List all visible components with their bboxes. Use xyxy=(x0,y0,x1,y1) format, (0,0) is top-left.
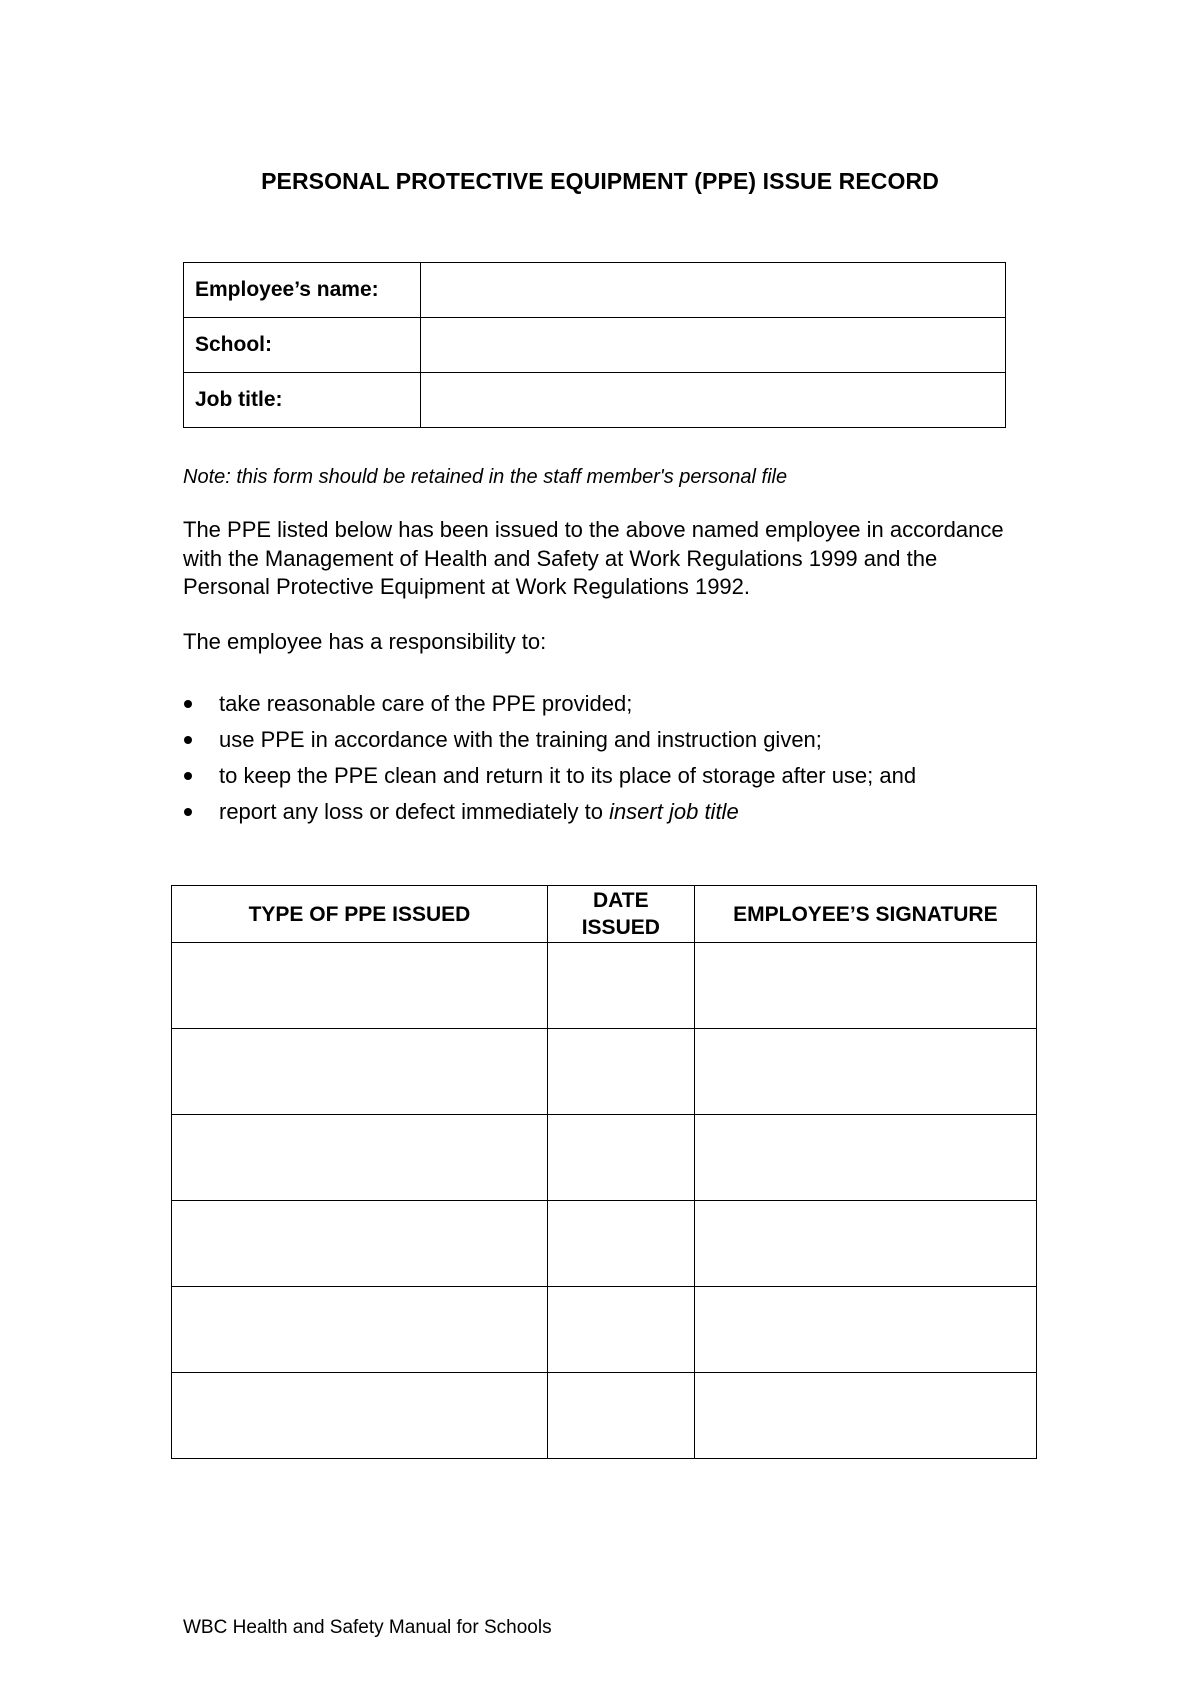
table-row xyxy=(172,943,1037,1029)
signature-cell[interactable] xyxy=(694,1029,1036,1115)
employee-name-row xyxy=(184,263,1006,318)
bullet-icon xyxy=(184,772,192,780)
list-item-text: to keep the PPE clean and return it to its place of storage after use; and xyxy=(219,763,917,788)
list-item-placeholder: insert job title xyxy=(609,799,739,824)
list-item-text: use PPE in accordance with the training and instruction given; xyxy=(219,727,822,752)
job-title-field[interactable] xyxy=(420,373,1005,428)
job-title-row xyxy=(184,373,1006,428)
ppe-type-cell[interactable] xyxy=(172,943,548,1029)
job-title-label: Job title: xyxy=(184,373,421,428)
list-item xyxy=(183,798,916,834)
list-item-text: report any loss or defect immediately to xyxy=(219,799,610,824)
bullet-icon xyxy=(184,700,192,708)
issue-statement: The PPE listed below has been issued to the above named employee in accordance with the Management of Health and Safety at Work Regulations 1999 and the Personal Protective Equipment at Work Regulations 1992. xyxy=(183,517,1004,599)
signature-cell[interactable] xyxy=(694,1287,1036,1373)
table-row xyxy=(172,1373,1037,1459)
header-type-of-ppe: TYPE OF PPE ISSUED xyxy=(172,886,548,943)
signature-cell[interactable] xyxy=(694,1201,1036,1287)
list-item-text: take reasonable care of the PPE provided; xyxy=(219,691,633,716)
ppe-type-cell[interactable] xyxy=(172,1373,548,1459)
header-date-issued-text: DATE ISSUED xyxy=(581,889,660,939)
table-row xyxy=(172,1029,1037,1115)
signature-cell[interactable] xyxy=(694,1115,1036,1201)
ppe-type-cell[interactable] xyxy=(172,1029,548,1115)
date-issued-cell[interactable] xyxy=(547,1287,694,1373)
school-field[interactable] xyxy=(420,318,1005,373)
employee-info-table xyxy=(183,262,1006,428)
school-row xyxy=(184,318,1006,373)
ppe-type-cell[interactable] xyxy=(172,1115,548,1201)
table-row xyxy=(172,1115,1037,1201)
bullet-icon xyxy=(184,736,192,744)
bullet-icon xyxy=(184,808,192,816)
date-issued-cell[interactable] xyxy=(547,1373,694,1459)
list-item xyxy=(183,726,916,762)
list-item xyxy=(183,762,916,798)
responsibility-list xyxy=(183,690,916,834)
header-date-issued xyxy=(547,886,694,943)
page-footer: WBC Health and Safety Manual for Schools xyxy=(183,1617,552,1638)
page-title: PERSONAL PROTECTIVE EQUIPMENT (PPE) ISSUE RECORD xyxy=(261,168,939,194)
ppe-type-cell[interactable] xyxy=(172,1201,548,1287)
ppe-issue-table xyxy=(171,885,1037,1459)
signature-cell[interactable] xyxy=(694,943,1036,1029)
school-label: School: xyxy=(184,318,421,373)
date-issued-cell[interactable] xyxy=(547,1115,694,1201)
employee-name-label: Employee’s name: xyxy=(184,263,421,318)
employee-name-field[interactable] xyxy=(420,263,1005,318)
date-issued-cell[interactable] xyxy=(547,1201,694,1287)
responsibility-intro: The employee has a responsibility to: xyxy=(183,629,547,654)
ppe-type-cell[interactable] xyxy=(172,1287,548,1373)
table-row xyxy=(172,1201,1037,1287)
table-row xyxy=(172,1287,1037,1373)
header-employee-signature: EMPLOYEE’S SIGNATURE xyxy=(694,886,1036,943)
retention-note: Note: this form should be retained in the staff member's personal file xyxy=(183,466,788,488)
date-issued-cell[interactable] xyxy=(547,943,694,1029)
signature-cell[interactable] xyxy=(694,1373,1036,1459)
table-header-row xyxy=(172,886,1037,943)
list-item xyxy=(183,690,916,726)
date-issued-cell[interactable] xyxy=(547,1029,694,1115)
